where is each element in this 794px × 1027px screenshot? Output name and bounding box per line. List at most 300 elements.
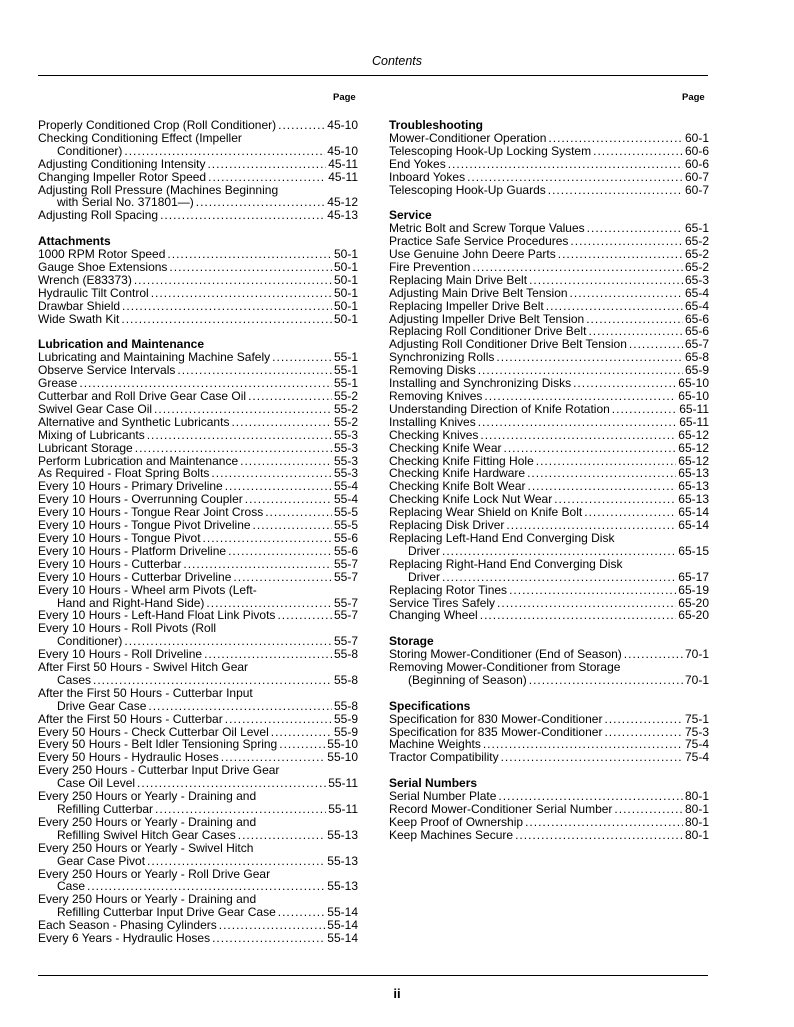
entry-title: Every 50 Hours - Belt Idler Tensioning Spring [38,737,278,752]
entry-text-line: Checking Conditioning Effect (Impeller [38,130,242,145]
dot-leader [219,919,326,932]
entry-title: Lubricating and Maintaining Machine Safely [38,350,271,365]
toc-entry[interactable] [38,842,358,868]
entry-title: Every 10 Hours - Cutterbar [38,556,182,571]
entry-line [389,390,709,403]
entry-title: Changing Impeller Rotor Speed [38,169,207,184]
entry-line [38,532,358,545]
dot-leader [124,145,325,158]
entry-title: Driver [408,543,440,558]
entry-line [38,713,358,726]
entry-page-number: 80-1 [684,827,709,842]
toc-entry[interactable] [38,687,358,713]
toc-entry[interactable] [389,429,709,442]
entry-title: Case Oil Level [57,776,136,791]
toc-entry[interactable] [389,803,709,816]
footer-page-number: ii [393,986,401,1001]
toc-section [389,209,709,622]
toc-entry[interactable] [389,661,709,687]
entry-title: Every 10 Hours - Overrunning Coupler [38,492,243,507]
entry-line [38,274,358,287]
entry-page-number: 80-1 [684,801,709,816]
entry-line [389,545,709,558]
entry-page-number: 80-1 [684,789,709,804]
entry-title: Keep Proof of Ownership [389,814,524,829]
entry-title: Every 10 Hours - Primary Driveline [38,479,223,494]
dot-leader [614,803,683,816]
dot-leader [122,300,332,313]
entry-page-number: 65-2 [684,259,709,274]
toc-entry[interactable] [389,584,709,597]
dot-leader [629,338,683,351]
dot-leader [183,558,332,571]
entry-line [389,145,709,158]
toc-section [38,235,358,325]
entry-page-number: 55-10 [327,750,358,765]
entry-title: with Serial No. 371801—) [57,195,194,210]
toc-entry[interactable] [38,893,358,919]
dot-leader [496,351,683,364]
dot-leader [225,713,332,726]
entry-page-number: 65-12 [678,427,709,442]
entry-page-number: 45-11 [328,169,358,184]
entry-line [389,713,709,726]
dot-leader [238,829,326,842]
entry-page-number: 55-7 [333,556,358,571]
toc-entry[interactable] [389,261,709,274]
entry-line [38,119,358,132]
entry-line [389,171,709,184]
entry-page-number: 55-13 [327,879,358,894]
entry-title: Removing Disks [389,363,476,378]
dot-leader [212,932,325,945]
toc-entry[interactable] [389,145,709,158]
toc-entry[interactable] [389,609,709,622]
entry-page-number: 55-7 [333,595,358,610]
dot-leader [480,609,677,622]
entry-title: Telescoping Hook-Up Locking System [389,143,592,158]
entry-title: Conditioner) [57,634,123,649]
dot-leader [93,674,332,687]
entry-page-number: 55-1 [333,363,358,378]
entry-title: Grease [38,376,78,391]
toc-entry[interactable] [38,764,358,790]
dot-leader [167,248,332,261]
entry-line [38,209,358,222]
dot-leader [148,700,332,713]
entry-page-number: 65-2 [684,247,709,262]
entry-line [38,300,358,313]
entry-page-number: 45-10 [327,143,358,158]
entry-page-number: 55-2 [333,401,358,416]
toc-entry[interactable] [38,171,358,184]
entry-line [389,584,709,597]
dot-leader [484,390,676,403]
dot-leader [586,313,683,326]
toc-entry[interactable] [389,751,709,764]
header-rule [38,75,708,76]
toc-entry[interactable] [38,932,358,945]
entry-text-line: Replacing Left-Hand End Converging Disk [389,530,615,545]
dot-leader [536,455,677,468]
entry-title: Perform Lubrication and Maintenance [38,453,239,468]
entry-page-number: 70-1 [684,672,709,687]
entry-text-line: Every 250 Hours - Cutterbar Input Drive Gear [38,763,280,778]
entry-title: Storing Mower-Conditioner (End of Season) [389,647,622,662]
entry-title: Replacing Roll Conditioner Drive Belt [389,324,587,339]
entry-page-number: 55-3 [333,427,358,442]
entry-page-number: 70-1 [684,647,709,662]
entry-text-line: Replacing Right-Hand End Converging Disk [389,556,623,571]
entry-text-line: Removing Mower-Conditioner from Storage [389,660,621,675]
dot-leader [467,171,683,184]
dot-leader [211,467,332,480]
toc-entry[interactable] [389,158,709,171]
toc-entry[interactable] [38,661,358,687]
dot-leader [624,648,683,661]
toc-entry[interactable] [389,442,709,455]
entry-line [38,700,358,713]
entry-line [389,132,709,145]
entry-page-number: 50-1 [333,247,358,262]
dot-leader [558,248,683,261]
entry-page-number: 65-1 [684,221,709,236]
entry-title: Replacing Main Drive Belt [389,272,528,287]
entry-page-number: 55-3 [333,466,358,481]
toc-entry[interactable] [38,313,358,326]
entry-page-number: 55-6 [333,543,358,558]
entry-line [38,429,358,442]
dot-leader [548,132,683,145]
dot-leader [151,287,332,300]
entry-page-number: 55-2 [333,389,358,403]
entry-page-number: 50-1 [333,285,358,300]
entry-page-number: 55-1 [333,350,358,365]
section-title: Service [389,208,432,223]
entry-title: Wide Swath Kit [38,311,120,326]
entry-title: Case [57,879,86,894]
entry-line [389,816,709,829]
dot-leader [265,506,332,519]
toc-entry[interactable] [38,158,358,171]
toc-entry[interactable] [38,532,358,545]
entry-title: Wrench (E83373) [38,272,132,287]
entry-line [38,803,358,816]
entry-page-number: 55-7 [333,569,358,584]
toc-column-left [38,119,358,958]
entry-title: Properly Conditioned Crop (Roll Conditioner) [38,118,277,132]
entry-page-number: 55-1 [333,376,358,391]
entry-title: Alternative and Synthetic Lubricants [38,414,230,429]
entry-text-line: Every 250 Hours or Yearly - Roll Drive Gear [38,866,271,881]
entry-title: Changing Wheel [389,608,478,623]
dot-leader [208,171,326,184]
entry-page-number: 55-8 [333,647,358,662]
entry-line [389,829,709,842]
entry-page-number: 55-13 [327,853,358,868]
entry-line [389,442,709,455]
toc-entry[interactable] [389,829,709,842]
toc-entry[interactable] [389,132,709,145]
toc-section [389,635,709,687]
entry-title: Cases [57,672,92,687]
toc-entry[interactable] [389,274,709,287]
entry-title: Every 10 Hours - Left-Hand Float Link Pivots [38,608,276,623]
entry-page-number: 55-3 [333,453,358,468]
toc-entry[interactable] [38,429,358,442]
toc-entry[interactable] [38,209,358,222]
entry-title: Every 50 Hours - Hydraulic Hoses [38,750,219,765]
toc-entry[interactable] [38,584,358,610]
entry-page-number: 65-12 [678,453,709,468]
dot-leader [501,751,683,764]
dot-leader [509,584,676,597]
toc-entry[interactable] [38,416,358,429]
entry-page-number: 55-5 [333,505,358,520]
dot-leader [196,196,326,209]
dot-leader [147,855,325,868]
toc-entry[interactable] [38,184,358,210]
entry-page-number: 50-1 [333,311,358,326]
toc-entry[interactable] [38,261,358,274]
toc-column-right [389,119,709,855]
entry-page-number: 55-14 [327,931,358,946]
entry-title: Telescoping Hook-Up Guards [389,182,546,197]
entry-line [38,145,358,158]
entry-title: Removing Knives [389,389,483,404]
entry-text-line: Every 250 Hours or Yearly - Draining and [38,814,257,829]
toc-entry[interactable] [389,171,709,184]
page-column-label-right: Page [682,92,705,103]
toc-entry[interactable] [38,622,358,648]
dot-leader [448,158,683,171]
entry-page-number: 55-5 [333,518,358,533]
toc-entry[interactable] [389,713,709,726]
entry-title: Specification for 830 Mower-Conditioner [389,711,603,726]
entry-page-number: 50-1 [333,272,358,287]
dot-leader [207,158,326,171]
entry-page-number: 55-14 [327,918,358,933]
toc-entry[interactable] [38,132,358,158]
dot-leader [160,209,325,222]
toc-section [38,119,358,222]
page-column-label-left: Page [333,92,356,103]
footer-rule [38,975,708,976]
section-title: Troubleshooting [389,118,483,132]
entry-line [38,171,358,184]
toc-entry[interactable] [38,545,358,558]
toc-entry[interactable] [389,300,709,313]
dot-leader [177,364,332,377]
toc-entry[interactable] [389,184,709,197]
dot-leader [480,429,676,442]
entry-page-number: 45-11 [328,156,358,171]
entry-title: Every 10 Hours - Cutterbar Driveline [38,569,232,584]
dot-leader [584,506,676,519]
entry-page-number: 55-14 [327,905,358,920]
entry-line [389,287,709,300]
entry-title: Adjusting Conditioning Intensity [38,156,206,171]
toc-entry[interactable] [389,390,709,403]
entry-page-number: 65-7 [684,337,709,352]
toc-entry[interactable] [389,558,709,584]
entry-page-number: 65-4 [684,298,709,313]
entry-page-number: 60-7 [684,182,709,197]
toc-section [389,119,709,196]
entry-page-number: 55-10 [327,737,358,752]
toc-entry[interactable] [38,816,358,842]
dot-leader [548,184,683,197]
entry-line [389,674,709,687]
entry-title: Hydraulic Tilt Control [38,285,149,300]
toc-entry[interactable] [38,868,358,894]
dot-leader [203,532,332,545]
entry-page-number: 55-13 [327,827,358,842]
entry-line [389,609,709,622]
entry-line [389,274,709,287]
entry-title: Installing and Synchronizing Disks [389,376,572,391]
entry-page-number: 55-6 [333,530,358,545]
entry-page-number: 60-6 [684,143,709,158]
entry-title: Installing Knives [389,414,476,429]
entry-text-line: Every 10 Hours - Wheel arm Pivots (Left- [38,582,257,597]
entry-line [38,829,358,842]
dot-leader [604,726,683,739]
entry-title: Adjusting Impeller Drive Belt Tension [389,311,585,326]
entry-title: Gear Case Pivot [57,853,146,868]
dot-leader [515,829,683,842]
entry-line [389,416,709,429]
entry-title: Refilling Swivel Hitch Gear Cases [57,827,236,842]
entry-page-number: 75-1 [684,711,709,726]
entry-page-number: 65-20 [678,595,709,610]
entry-page-number: 55-9 [333,724,358,739]
entry-line [38,390,358,403]
entry-page-number: 65-14 [678,518,709,533]
entry-title: Checking Knife Lock Nut Wear [389,492,553,507]
entry-title: Replacing Disk Driver [389,518,505,533]
entry-title: Adjusting Roll Conditioner Drive Belt Tension [389,337,627,352]
entry-title: Fire Prevention [389,259,471,274]
entry-line [389,803,709,816]
entry-line [389,300,709,313]
entry-page-number: 65-6 [684,311,709,326]
entry-title: Every 6 Years - Hydraulic Hoses [38,931,211,946]
entry-text-line: Every 250 Hours or Yearly - Draining and [38,892,257,907]
entry-title: Specification for 835 Mower-Conditioner [389,724,603,739]
entry-title: Adjusting Roll Spacing [38,208,159,223]
toc-entry[interactable] [38,403,358,416]
toc-entry[interactable] [38,390,358,403]
entry-title: As Required - Float Spring Bolts [38,466,210,481]
entry-title: Swivel Gear Case Oil [38,401,153,416]
dot-leader [272,351,332,364]
toc-entry[interactable] [38,300,358,313]
toc-entry[interactable] [389,403,709,416]
toc-entry[interactable] [389,816,709,829]
dot-leader [525,816,683,829]
entry-page-number: 65-13 [678,466,709,481]
toc-entry[interactable] [38,364,358,377]
toc-entry[interactable] [38,442,358,455]
dot-leader [573,377,676,390]
dot-leader [529,674,683,687]
entry-line [38,287,358,300]
entry-page-number: 55-2 [333,414,358,429]
entry-title: Understanding Direction of Knife Rotation [389,401,610,416]
toc-entry[interactable] [38,274,358,287]
entry-line [38,158,358,171]
toc-entry[interactable] [38,287,358,300]
entry-title: Replacing Wear Shield on Knife Bolt [389,505,583,520]
entry-page-number: 65-6 [684,324,709,339]
entry-title: Inboard Yokes [389,169,466,184]
entry-title: Metric Bolt and Screw Torque Values [389,221,585,236]
entry-title: Every 10 Hours - Tongue Pivot [38,530,201,545]
entry-page-number: 65-13 [678,479,709,494]
dot-leader [154,403,332,416]
toc-section [389,700,709,765]
entry-page-number: 65-8 [684,350,709,365]
entry-page-number: 75-4 [684,750,709,765]
toc-entry[interactable] [389,532,709,558]
toc-section [38,338,358,945]
toc-entry[interactable] [389,416,709,429]
entry-text-line: After the First 50 Hours - Cutterbar Input [38,685,253,700]
toc-entry[interactable] [389,287,709,300]
entry-page-number: 55-3 [333,440,358,455]
entry-line [38,674,358,687]
entry-page-number: 65-4 [684,285,709,300]
toc-entry[interactable] [38,790,358,816]
entry-title: Synchronizing Rolls [389,350,495,365]
dot-leader [253,519,332,532]
entry-title: Tractor Compatibility [389,750,499,765]
toc-entry[interactable] [38,571,358,584]
entry-title: Drive Gear Case [57,698,147,713]
dot-leader [233,571,332,584]
entry-page-number: 45-12 [327,195,358,210]
entry-title: Adjusting Main Drive Belt Tension [389,285,568,300]
dot-leader [546,300,683,313]
dot-leader [612,403,677,416]
entry-page-number: 65-10 [678,389,709,404]
toc-section [389,777,709,842]
toc-entry[interactable] [38,119,358,132]
entry-page-number: 65-11 [679,401,709,416]
section-title: Serial Numbers [389,776,478,791]
toc-entry[interactable] [38,713,358,726]
entry-page-number: 65-14 [678,505,709,520]
entry-page-number: 65-10 [678,376,709,391]
entry-page-number: 75-3 [684,724,709,739]
entry-title: Every 10 Hours - Tongue Pivot Driveline [38,518,251,533]
entry-page-number: 65-17 [678,569,709,584]
entry-title: 1000 RPM Rotor Speed [38,247,166,262]
dot-leader [529,274,683,287]
entry-title: Serial Number Plate [389,789,497,804]
entry-title: Checking Knife Hardware [389,466,526,481]
toc-entry[interactable] [38,558,358,571]
dot-leader [570,235,683,248]
dot-leader [277,609,332,622]
entry-title: Every 10 Hours - Platform Driveline [38,543,227,558]
entry-page-number: 55-11 [328,776,358,791]
dot-leader [121,313,332,326]
entry-title: Practice Safe Service Procedures [389,234,569,249]
entry-text-line: After First 50 Hours - Swivel Hitch Gear [38,660,249,675]
entry-page-number: 65-2 [684,234,709,249]
